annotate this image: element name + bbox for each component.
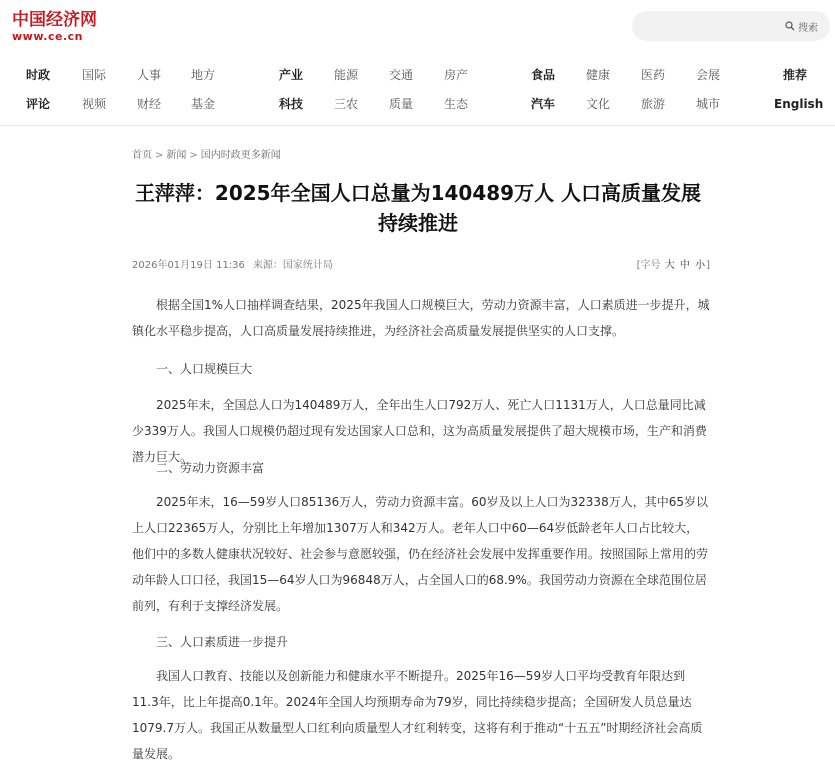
font-size-large-button[interactable]: 大 (664, 260, 675, 271)
article-paragraph: 2025年末，全国总人口为140489万人，全年出生人口792万人、死亡人口1131万人，人口总量同比减少339万人。我国人口规模仍超过现有发达国家人口总和，这为高质量发展提供了超大规模市场，生产和消费潜力巨大。 (132, 398, 707, 464)
breadcrumb-home[interactable]: 首页 (132, 150, 152, 161)
nav-item-energy[interactable]: 能源 (334, 68, 359, 82)
breadcrumb (132, 146, 281, 161)
nav-item-food[interactable]: 食品 (531, 68, 556, 82)
nav-item-health[interactable]: 健康 (586, 68, 611, 82)
nav-item-industry[interactable]: 产业 (279, 68, 304, 82)
font-size-suffix: ] (706, 260, 710, 271)
search-label: 搜索 (798, 22, 818, 34)
nav-item-auto[interactable]: 汽车 (531, 97, 556, 111)
nav-item-finance[interactable]: 财经 (137, 97, 162, 111)
nav-item-english[interactable]: English (774, 97, 824, 111)
article-paragraph: 根据全国1%人口抽样调查结果，2025年我国人口规模巨大，劳动力资源丰富，人口素质进一步提升，城镇化水平稳步提高，人口高质量发展持续推进，为经济社会高质量发展提供坚实的人口支撑。 (132, 298, 710, 338)
section-heading: 二、劳动力资源丰富 (156, 461, 265, 475)
nav-item-technology[interactable]: 科技 (279, 97, 304, 111)
font-size-medium-button[interactable]: 中 (679, 260, 690, 271)
site-logo[interactable] (12, 10, 122, 44)
breadcrumb-separator: > (189, 150, 198, 161)
font-size-small-button[interactable]: 小 (695, 260, 706, 271)
search-icon (785, 21, 795, 31)
font-size-control (637, 256, 710, 271)
nav-item-personnel[interactable]: 人事 (137, 68, 162, 82)
nav-row-1 (0, 65, 835, 85)
breadcrumb-news[interactable]: 新闻 (166, 150, 187, 161)
nav-item-exhibition[interactable]: 会展 (696, 68, 721, 82)
nav-row-2 (0, 94, 835, 114)
main-nav (0, 60, 835, 126)
font-size-prefix: [字号 (636, 260, 661, 271)
breadcrumb-separator: > (155, 150, 164, 161)
nav-item-agriculture[interactable]: 三农 (334, 97, 359, 111)
section-heading: 一、人口规模巨大 (156, 362, 253, 376)
nav-item-fund[interactable]: 基金 (191, 97, 216, 111)
nav-item-culture[interactable]: 文化 (586, 97, 611, 111)
nav-item-ecology[interactable]: 生态 (444, 97, 469, 111)
nav-item-quality[interactable]: 质量 (389, 97, 414, 111)
nav-item-real-estate[interactable]: 房产 (444, 68, 469, 82)
nav-item-international[interactable]: 国际 (82, 68, 107, 82)
nav-item-local[interactable]: 地方 (191, 68, 216, 82)
breadcrumb-domestic-politics[interactable]: 国内时政更多新闻 (200, 150, 281, 161)
nav-item-politics[interactable]: 时政 (26, 68, 51, 82)
source-label: 来源： (252, 260, 283, 271)
logo-name: 中国经济网 (12, 10, 97, 30)
article-title: 王萍萍：2025年全国人口总量为140489万人 人口高质量发展持续推进 (134, 181, 702, 235)
publish-date: 2026年01月19日 11:36 (132, 260, 245, 271)
nav-item-recommended[interactable]: 推荐 (783, 68, 808, 82)
nav-item-video[interactable]: 视频 (82, 97, 107, 111)
nav-item-city[interactable]: 城市 (696, 97, 721, 111)
article-meta (132, 256, 710, 271)
nav-item-travel[interactable]: 旅游 (641, 97, 666, 111)
nav-item-commentary[interactable]: 评论 (26, 97, 51, 111)
section-heading: 三、人口素质进一步提升 (156, 635, 289, 649)
nav-item-medicine[interactable]: 医药 (641, 68, 666, 82)
article-paragraph: 我国人口教育、技能以及创新能力和健康水平不断提升。2025年16—59岁人口平均受教育年限达到11.3年，比上年提高0.1年。2024年全国人均预期寿命为79岁，同比持续稳步提高；全国研发人员总量达1079.7万人。我国正从数量型人口红利向质量型人才红利转变，这将有利于推动“十五五”时期经济社会高质量发展。 (132, 669, 703, 761)
article-paragraph: 2025年末，16—59岁人口85136万人，劳动力资源丰富。60岁及以上人口为32338万人，其中65岁以上人口22365万人，分别比上年增加1307万人和342万人。老年人口中60—64岁低龄老年人口占比较大，他们中的多数人健康状况较好、社会参与意愿较强，仍在经济社会发展中发挥重要作用。按照国际上常用的劳动年龄人口口径，我国15—64岁人口为96848万人，占全国人口的68.9%。我国劳动力资源在全球范围位居前列，有利于支撑经济发展。 (132, 495, 709, 613)
source-name: 国家统计局 (282, 260, 333, 271)
search-input[interactable] (632, 11, 830, 41)
logo-url: www.ce.cn (12, 30, 83, 43)
nav-item-transport[interactable]: 交通 (389, 68, 414, 82)
